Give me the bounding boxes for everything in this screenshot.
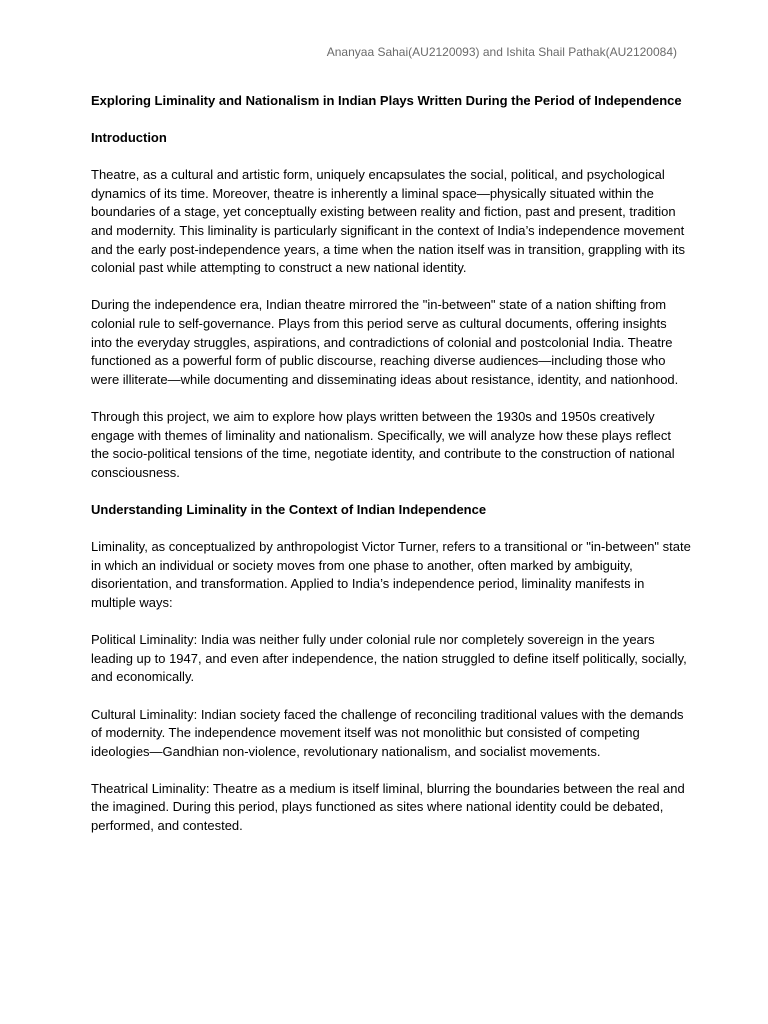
paragraph: During the independence era, Indian theatre mirrored the "in-between" state of a nation shifting from colonial rule to self-governance. Plays from this period serve as cultural documents, offering insights into the everyday struggles, aspirations, and contradictions of colonial and postcolonial India. Theatre functioned as a powerful form of public discourse, reaching diverse audiences—including those who were illiterate—while documenting and disseminating ideas about resistance, identity, and nationhood. (91, 297, 679, 387)
section-heading-introduction: Introduction (91, 130, 167, 146)
paragraph: Cultural Liminality: Indian society faced the challenge of reconciling traditional values with the demands of modernity. The independence movement itself was not monolithic but consisted of competing ideologies—Gandhian non-violence, revolutionary nationalism, and socialist movements. (91, 706, 684, 759)
paragraph: Theatre, as a cultural and artistic form, uniquely encapsulates the social, political, and psychological dynamics of its time. Moreover, theatre is inherently a liminal space—physically situated within the boundaries of a stage, yet conceptually existing between reality and fiction, past and present, tradition and modernity. This liminality is particularly significant in the context of India’s independence movement and the early post-independence years, a time when the nation itself was in transition, grappling with its colonial past while attempting to construct a new national identity. (91, 167, 686, 276)
paragraph: Through this project, we aim to explore how plays written between the 1930s and 1950s creatively engage with themes of liminality and nationalism. Specifically, we will analyze how these plays reflect the socio-political tensions of the time, negotiate identity, and contribute to the construction of national consciousness. (91, 409, 675, 480)
section-heading-liminality: Understanding Liminality in the Context of Indian Independence (91, 501, 487, 517)
author-header: Ananyaa Sahai(AU2120093) and Ishita Shail Pathak(AU2120084) (326, 45, 677, 59)
paragraph: Theatrical Liminality: Theatre as a medium is itself liminal, blurring the boundaries between the real and the imagined. During this period, plays functioned as sites where national identity could be debated, performed, and contested. (91, 780, 685, 834)
document-body (91, 91, 691, 854)
paragraph: Political Liminality: India was neither fully under colonial rule nor completely sovereign in the years leading up to 1947, and even after independence, the nation struggled to define itself politically, socially, and economically. (91, 632, 687, 685)
document-title: Exploring Liminality and Nationalism in Indian Plays Written During the Period of Independence (91, 93, 682, 108)
paragraph: Liminality, as conceptualized by anthropologist Victor Turner, refers to a transitional or "in-between" state in which an individual or society moves from one phase to another, often marked by ambiguity, disorientation, and transformation. Applied to India’s independence period, liminality manifests in multiple ways: (91, 539, 691, 610)
